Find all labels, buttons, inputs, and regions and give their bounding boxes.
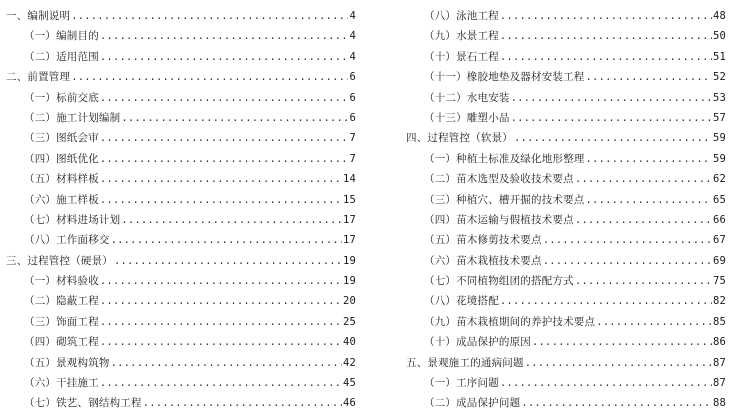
toc-entry-title: （一）编制目的 [24,30,99,43]
toc-subsection-entry[interactable] [406,169,726,189]
toc-subsection-entry[interactable] [406,393,726,413]
dot-leader [575,271,712,291]
toc-subsection-entry[interactable] [6,169,356,189]
toc-entry-title: （九）苗木栽植期间的养护技术要点 [424,315,596,328]
dot-leader [100,128,349,148]
dot-leader [511,108,712,128]
toc-subsection-entry[interactable] [6,210,356,230]
dot-leader [100,169,342,189]
dot-leader [143,393,342,413]
dot-leader [575,169,712,189]
toc-subsection-entry[interactable] [406,26,726,46]
toc-entry-title: （一）种植土标准及绿化地形整理 [424,152,585,165]
toc-page-number: 42 [342,356,356,369]
toc-page-number: 53 [712,91,726,104]
toc-page-number: 6 [349,111,356,124]
toc-page-number: 17 [342,234,356,247]
toc-page-number: 82 [712,295,726,308]
toc-subsection-entry[interactable] [6,271,356,291]
dot-leader [111,230,342,250]
toc-subsection-entry[interactable] [406,332,726,352]
toc-section-entry[interactable] [6,6,356,26]
toc-entry-title: （一）标前交底 [24,91,99,104]
dot-leader [121,108,348,128]
toc-page-number: 7 [349,152,356,165]
toc-section-entry[interactable] [406,353,726,373]
dot-leader [71,6,348,26]
dot-leader [543,230,712,250]
toc-entry-title: （八）工作面移交 [24,234,110,247]
toc-subsection-entry[interactable] [406,47,726,67]
dot-leader [586,190,712,210]
dot-leader [100,47,349,67]
toc-page-number: 19 [342,254,356,267]
toc-page-number: 6 [349,91,356,104]
toc-subsection-entry[interactable] [6,332,356,352]
toc-entry-title: （四）砌筑工程 [24,336,99,349]
dot-leader [511,88,712,108]
toc-page-number: 62 [712,173,726,186]
toc-page-number: 88 [712,397,726,410]
dot-leader [100,312,342,332]
toc-subsection-entry[interactable] [6,190,356,210]
toc-page-number: 59 [712,132,726,145]
toc-page-number: 6 [349,71,356,84]
toc-subsection-entry[interactable] [6,47,356,67]
toc-entry-title: （十）成品保护的原因 [424,336,531,349]
toc-subsection-entry[interactable] [406,108,726,128]
toc-entry-title: （七）不同植物组团的搭配方式 [424,275,574,288]
toc-page-number: 52 [712,71,726,84]
dot-leader [100,190,342,210]
toc-left-column [6,6,356,414]
toc-page-number: 87 [712,356,726,369]
toc-page-number: 45 [342,377,356,390]
toc-subsection-entry[interactable] [406,251,726,271]
toc-entry-title: （三）图纸会审 [24,132,99,145]
toc-page-number: 69 [712,254,726,267]
toc-section-entry[interactable] [6,67,356,87]
toc-entry-title: （六）苗木栽植技术要点 [424,254,542,267]
toc-entry-title: （八）泳池工程 [424,10,499,22]
toc-subsection-entry[interactable] [406,149,726,169]
toc-page-number: 7 [349,132,356,145]
toc-page-number: 15 [342,193,356,206]
toc-page-number: 51 [712,50,726,63]
toc-entry-title: 二、前置管理 [6,71,71,84]
toc-section-entry[interactable] [406,128,726,148]
dot-leader [100,88,349,108]
dot-leader [596,312,712,332]
toc-page-number: 4 [349,50,356,63]
dot-leader [100,291,342,311]
toc-page-number: 66 [712,213,726,226]
toc-right-column [406,6,726,414]
toc-entry-title: （二）施工计划编制 [24,111,121,124]
toc-entry-title: （四）苗木运输与假植技术要点 [424,213,574,226]
toc-subsection-entry[interactable] [6,353,356,373]
toc-subsection-entry[interactable] [406,6,726,26]
toc-section-entry[interactable] [6,251,356,271]
toc-subsection-entry[interactable] [6,108,356,128]
toc-page-number: 20 [342,295,356,308]
toc-page-number: 87 [712,377,726,390]
toc-entry-title: 三、过程管控（硬景） [6,254,113,267]
toc-entry-title: （二）隐蔽工程 [24,295,99,308]
toc-entry-title: （十二）水电安装 [424,91,510,104]
toc-page-number: 67 [712,234,726,247]
toc-entry-title: （三）种植穴、槽开掘的技术要点 [424,193,585,206]
toc-entry-title: （十三）雕塑小品 [424,111,510,124]
dot-leader [111,353,342,373]
toc-entry-title: 一、编制说明 [6,10,71,22]
toc-page-number: 46 [342,397,356,410]
dot-leader [100,332,342,352]
dot-leader [500,6,712,26]
dot-leader [525,353,712,373]
toc-entry-title: （一）材料验收 [24,275,99,288]
toc-entry-title: （五）景观构筑物 [24,356,110,369]
toc-entry-title: （二）苗木选型及验收技术要点 [424,173,574,186]
toc-subsection-entry[interactable] [6,149,356,169]
dot-leader [500,373,712,393]
dot-leader [500,291,712,311]
toc-page-number: 65 [712,193,726,206]
toc-page-number: 75 [712,275,726,288]
toc-entry-title: （六）施工样板 [24,193,99,206]
toc-page-number: 14 [342,173,356,186]
dot-leader [521,393,712,413]
toc-subsection-entry[interactable] [406,210,726,230]
toc-subsection-entry[interactable] [406,88,726,108]
toc-page-number: 48 [712,10,726,22]
toc-entry-title: （二）适用范围 [24,50,99,63]
toc-subsection-entry[interactable] [6,291,356,311]
toc-entry-title: （五）材料样板 [24,173,99,186]
toc-subsection-entry[interactable] [406,67,726,87]
toc-subsection-entry[interactable] [6,26,356,46]
toc-entry-title: （十一）橡胶地垫及器材安装工程 [424,71,585,84]
toc-subsection-entry[interactable] [406,312,726,332]
toc-entry-title: 四、过程管控（软景） [406,132,513,145]
dot-leader [586,67,712,87]
toc-page-number: 59 [712,152,726,165]
dot-leader [100,149,349,169]
dot-leader [71,67,348,87]
dot-leader [114,251,342,271]
toc-entry-title: （四）图纸优化 [24,152,99,165]
toc-subsection-entry[interactable] [6,373,356,393]
toc-entry-title: （一）工序问题 [424,377,499,390]
dot-leader [500,26,712,46]
toc-subsection-entry[interactable] [6,230,356,250]
dot-leader [500,47,712,67]
toc-subsection-entry[interactable] [406,271,726,291]
toc-subsection-entry[interactable] [6,393,356,413]
dot-leader [575,210,712,230]
toc-entry-title: （八）花境搭配 [424,295,499,308]
toc-entry-title: （六）干挂施工 [24,377,99,390]
dot-leader [121,210,342,230]
dot-leader [100,271,342,291]
toc-page-number: 57 [712,111,726,124]
toc-entry-title: （七）铁艺、钢结构工程 [24,397,142,410]
dot-leader [543,251,712,271]
toc-page-number: 17 [342,213,356,226]
toc-entry-title: 五、景观施工的通病问题 [406,356,524,369]
toc-page-number: 86 [712,336,726,349]
dot-leader [514,128,712,148]
toc-entry-title: （二）成品保护问题 [424,397,521,410]
toc-subsection-entry[interactable] [406,373,726,393]
toc-entry-title: （三）饰面工程 [24,315,99,328]
toc-subsection-entry[interactable] [6,88,356,108]
toc-subsection-entry[interactable] [406,190,726,210]
toc-page-number: 40 [342,336,356,349]
dot-leader [100,26,349,46]
toc-page-number: 50 [712,30,726,43]
toc-subsection-entry[interactable] [6,128,356,148]
toc-entry-title: （五）苗木修剪技术要点 [424,234,542,247]
toc-page-number: 85 [712,315,726,328]
toc-entry-title: （十）景石工程 [424,50,499,63]
toc-page-number: 4 [349,30,356,43]
dot-leader [532,332,712,352]
toc-subsection-entry[interactable] [6,312,356,332]
dot-leader [586,149,712,169]
toc-page-number: 4 [349,10,356,22]
toc-entry-title: （九）水景工程 [424,30,499,43]
toc-subsection-entry[interactable] [406,230,726,250]
toc-page-number: 25 [342,315,356,328]
toc-subsection-entry[interactable] [406,291,726,311]
dot-leader [100,373,342,393]
toc-entry-title: （七）材料进场计划 [24,213,121,226]
toc-page-number: 19 [342,275,356,288]
